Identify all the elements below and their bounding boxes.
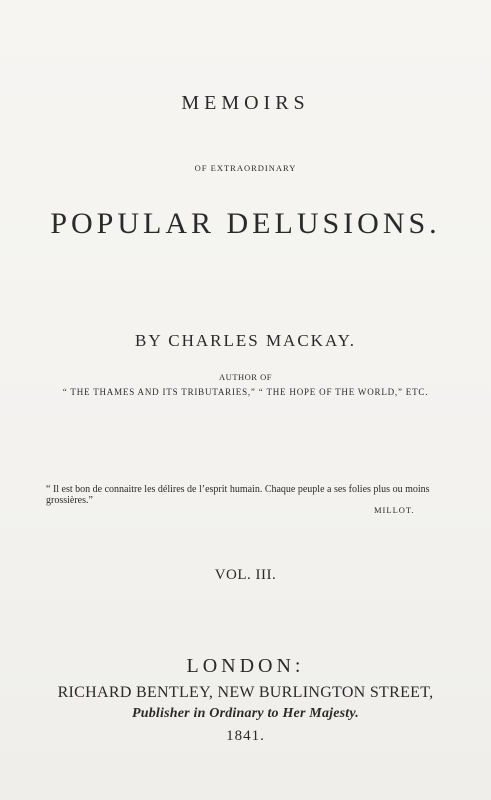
heading: MEMOIRS [181, 92, 310, 114]
subheading: OF EXTRAORDINARY [194, 163, 297, 173]
byline: BY CHARLES MACKAY. [135, 331, 356, 350]
main-title: POPULAR DELUSIONS. [50, 207, 441, 240]
imprint-publisher: RICHARD BENTLEY, NEW BURLINGTON STREET, [57, 684, 434, 701]
imprint-publisher-role: Publisher in Ordinary to Her Majesty. [131, 706, 359, 721]
volume-number: VOL. III. [214, 567, 277, 583]
imprint-year: 1841. [226, 728, 265, 744]
other-works: “ THE THAMES AND ITS TRIBUTARIES,” “ THE HOPE OF THE WORLD,” ETC. [62, 387, 429, 397]
imprint-city: LONDON: [186, 655, 305, 677]
epigraph-text: “ Il est bon de connaitre les délires de l’esprit humain. Chaque peuple a ses folies plus ou moins grossières.” [46, 484, 430, 506]
author-of-label: AUTHOR OF [219, 372, 272, 382]
epigraph-attribution: MILLOT. [374, 505, 415, 515]
